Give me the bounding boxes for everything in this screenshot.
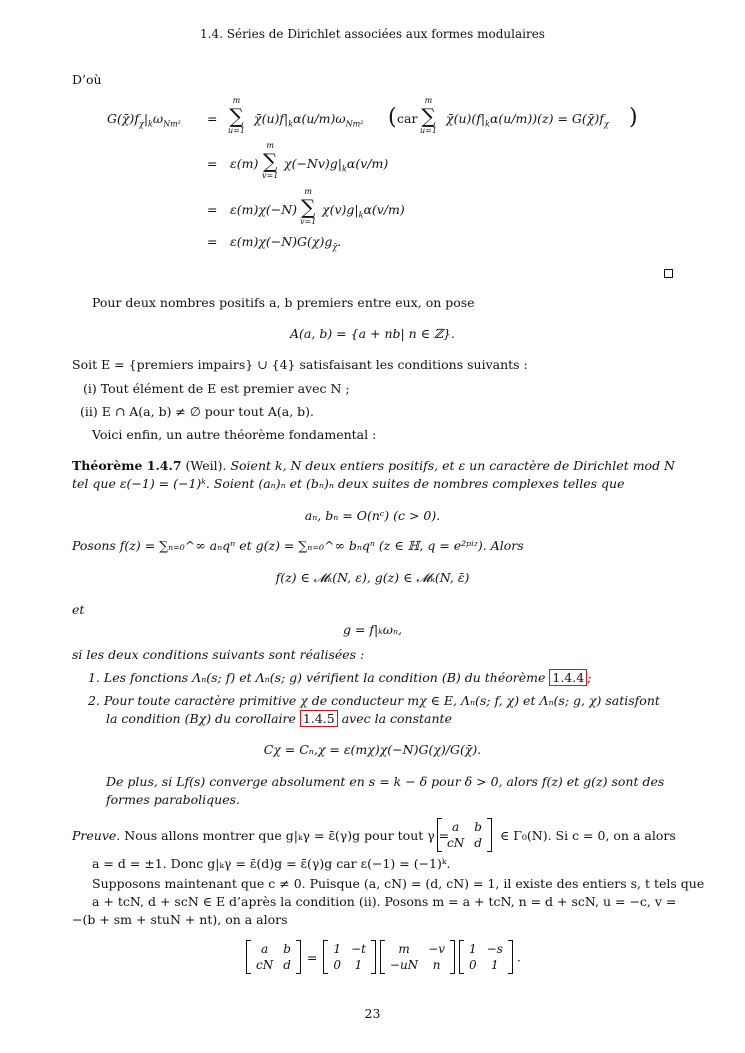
para-text: Pour deux nombres positifs a, b premiers entre eux, on pose	[92, 295, 475, 310]
preuve-line2: a = d = ±1. Donc g|ₖγ = ε̄(d)g = ε̄(γ)g car ε(−1) = (−1)ᵏ.	[92, 856, 451, 871]
eq-lhs: $G(\chī)f_\chi|_k\omega_{Nm^2}$	[107, 111, 181, 129]
final-matrix-equation: a b cN d = 1 −t 0 1 m −v −uN n 1 −s 0 1 .	[246, 940, 521, 974]
ref-link[interactable]: 1.4.4	[549, 669, 587, 686]
theorem-display3: g = f|ₖωₙ,	[342, 622, 403, 637]
soit-line: Soit E = {premiers impairs} ∪ {4} satisfaisant les conditions suivants :	[72, 357, 528, 372]
paren-close: )	[629, 105, 638, 130]
sum-symbol: m ∑ v=1	[262, 141, 279, 180]
theorem-et: et	[72, 602, 85, 617]
gamma-matrix: a b cN d	[437, 818, 492, 852]
voici-line: Voici enfin, un autre théorème fondamental :	[92, 427, 377, 442]
eq-row1-rhs: $\chī(u)f|_k\alpha(u/m)\omega_{Nm^2}$	[254, 111, 364, 129]
theorem-item1: 1. Les fonctions Λₙ(s; f) et Λₙ(s; g) vérifient la condition (B) du théorème 1.4.4 ;	[88, 670, 592, 685]
theorem-line2: tel que ε(−1) = (−1)ᵏ. Soient (aₙ)ₙ et (bₙ)ₙ deux suites de nombres complexes telles que	[72, 476, 625, 491]
page-number: 23	[364, 1006, 381, 1021]
equals-sign: =	[207, 156, 218, 171]
condition-i: (i) Tout élément de E est premier avec N ;	[83, 381, 350, 396]
ref-link[interactable]: 1.4.5	[300, 710, 338, 727]
theorem-deplus2: formes paraboliques.	[106, 792, 241, 807]
condition-ii: (ii) E ∩ A(a, b) ≠ ∅ pour tout A(a, b).	[80, 404, 315, 419]
paren-open: (	[388, 105, 397, 130]
theorem-posons: Posons f(z) = ∑ₙ₌₀^∞ aₙqⁿ et g(z) = ∑ₙ₌₀^∞ bₙqⁿ (z ∈ ℍ, q = e²ᵖⁱᶻ). Alors	[72, 538, 524, 553]
preuve-line1-end: ∈ Γ₀(N). Si c = 0, on a alors	[500, 828, 676, 843]
theorem-display4: Cχ = Cₙ,χ = ε(mχ)χ(−N)G(χ)/G(χ̄).	[263, 742, 482, 757]
eq-row2-pre: ε(m)	[230, 156, 259, 171]
sum-symbol: m ∑ u=1	[420, 96, 437, 135]
eq-row1-car-rhs: $\chī(u)(f|_k\alpha(u/m))(z)$ = $G(\chī)f_\chi$	[446, 111, 609, 129]
preuve-line5: −(b + sm + stuN + nt), on a alors	[72, 912, 288, 927]
theorem-item2: 2. Pour toute caractère primitive χ de conducteur mχ ∈ E, Λₙ(s; f, χ) et Λₙ(s; g, χ) satisfont	[88, 693, 660, 708]
preuve-line4: a + tcN, d + scN ∈ E d’après la condition (ii). Posons m = a + tcN, n = d + scN, u = −c, v =	[92, 894, 677, 909]
eq-row3-post: $\chi(v)g|_k\alpha(v/m)$	[322, 202, 405, 220]
theorem-si: si les deux conditions suivants sont réalisées :	[72, 647, 365, 662]
theorem-item2-cont: la condition (Bχ) du corollaire 1.4.5 avec la constante	[106, 711, 452, 726]
eq-row3-pre: ε(m)χ(−N)	[230, 202, 298, 217]
equals-sign: =	[207, 202, 218, 217]
theorem-display2: f(z) ∈ 𝓜ₖ(N, ε), g(z) ∈ 𝓜ₖ(N, ε̄)	[275, 570, 470, 585]
eq-row2-post: $\chi(-Nv)g|_k\alpha(v/m)$	[284, 156, 389, 174]
eq-car: car	[397, 111, 418, 126]
equals-sign: =	[207, 234, 218, 249]
theorem-deplus1: De plus, si Lf(s) converge absolument en s = k − δ pour δ > 0, alors f(z) et g(z) sont des	[106, 774, 665, 789]
running-header: 1.4. Séries de Dirichlet associées aux formes modulaires	[200, 27, 545, 41]
display-equation: A(a, b) = {a + nb| n ∈ ℤ}.	[290, 326, 455, 341]
sum-symbol: m ∑ u=1	[228, 96, 245, 135]
theorem-display1: aₙ, bₙ = O(nᶜ) (c > 0).	[304, 508, 441, 523]
proof-intro: D’où	[72, 72, 102, 87]
equals-sign: =	[207, 111, 218, 126]
qed-square	[664, 269, 673, 278]
eq-row4: $\varepsilon(m)\chi(-N)G(\chi)g_{\chī}$.	[230, 234, 342, 252]
theorem-line1: Théorème 1.4.7 (Weil). Soient k, N deux entiers positifs, et ε un caractère de Dirichlet mod N	[72, 458, 675, 473]
sum-symbol: m ∑ v=1	[300, 187, 317, 226]
preuve-line1: Preuve. Nous allons montrer que g|ₖγ = ε̄(γ)g pour tout γ =	[72, 828, 450, 843]
preuve-line3: Supposons maintenant que c ≠ 0. Puisque (a, cN) = (d, cN) = 1, il existe des entiers s, t tels que	[92, 876, 705, 891]
